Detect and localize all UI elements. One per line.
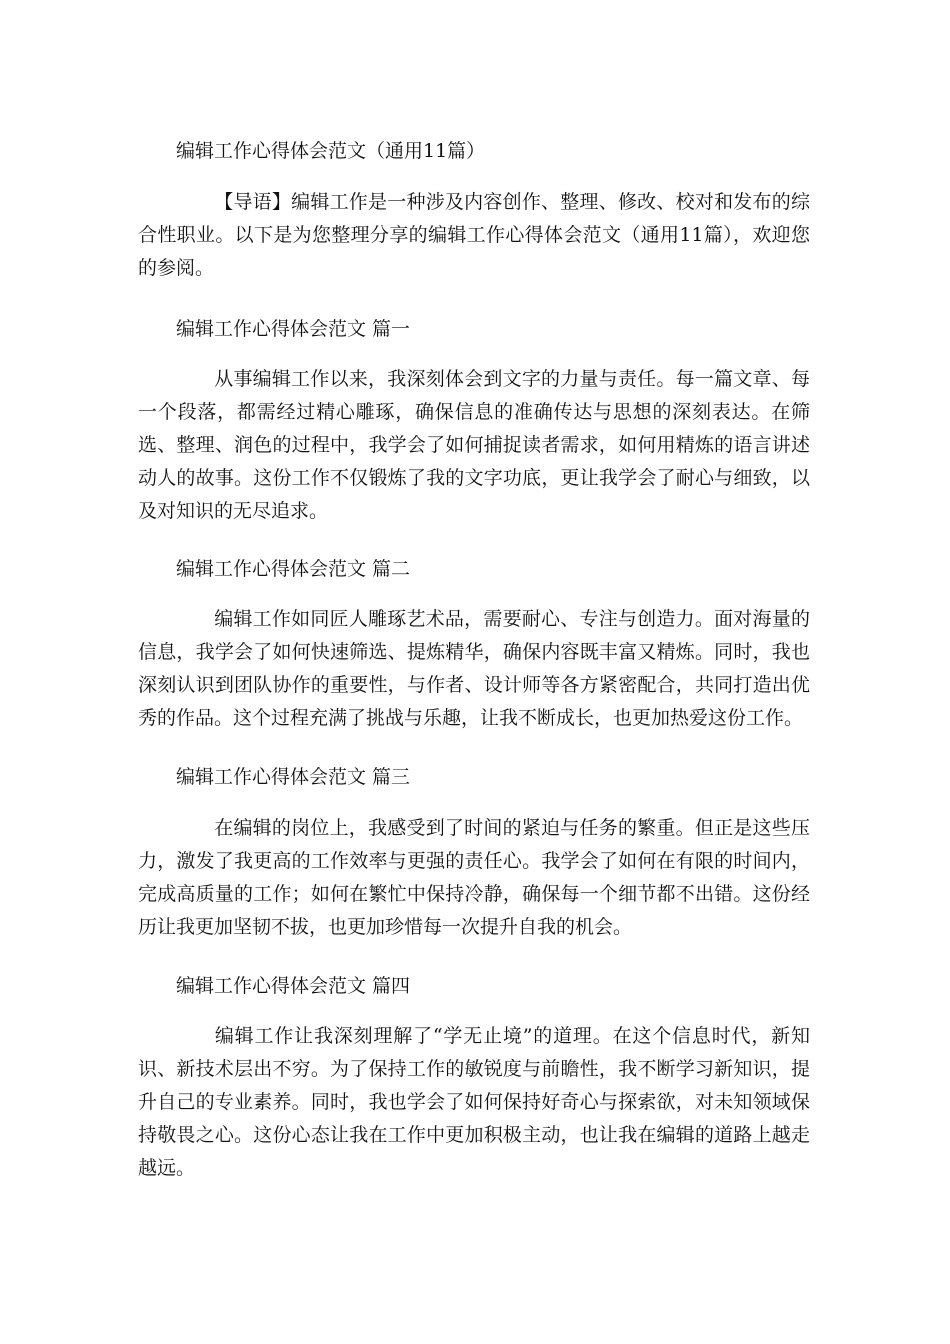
section-heading-1: 编辑工作心得体会范文 篇一: [176, 318, 411, 340]
section-body-text-3: 在编辑的岗位上，我感受到了时间的紧迫与任务的繁重。但正是这些压力，激发了我更高的工作效率与更强的责任心。我学会了如何在有限的时间内，完成高质量的工作；如何在繁忙中保持冷静，确保每一个细节都不出错。这份经历让我更加坚韧不拔，也更加珍惜每一次提升自我的机会。: [138, 817, 810, 938]
section-body-text-2: 编辑工作如同匠人雕琢艺术品，需要耐心、专注与创造力。面对海量的信息，我学会了如何快速筛选、提炼精华，确保内容既丰富又精炼。同时，我也深刻认识到团队协作的重要性，与作者、设计师等各方紧密配合，共同打造出优秀的作品。这个过程充满了挑战与乐趣，让我不断成长，也更加热爱这份工作。: [138, 608, 810, 729]
section-body-4: [138, 1020, 810, 1185]
section-body-text-1: 从事编辑工作以来，我深刻体会到文字的力量与责任。每一篇文章、每一个段落，都需经过精心雕琢，确保信息的准确传达与思想的深刻表达。在筛选、整理、润色的过程中，我学会了如何捕捉读者需求，如何用精炼的语言讲述动人的故事。这份工作不仅锻炼了我的文字功底，更让我学会了耐心与细致，以及对知识的无尽追求。: [138, 368, 810, 522]
section-body-2: [138, 603, 810, 735]
section-heading-3: 编辑工作心得体会范文 篇三: [176, 766, 411, 788]
section-heading-4: 编辑工作心得体会范文 篇四: [176, 975, 411, 997]
section-body-1: [138, 363, 810, 528]
section-body-text-4: 编辑工作让我深刻理解了“学无止境”的道理。在这个信息时代，新知识、新技术层出不穷。为了保持工作的敏锐度与前瞻性，我不断学习新知识，提升自己的专业素养。同时，我也学会了如何保持好奇心与探索欲，对未知领域保持敬畏之心。这份心态让我在工作中更加积极主动，也让我在编辑的道路上越走越远。: [138, 1025, 810, 1179]
section-body-3: [138, 812, 810, 944]
intro-paragraph: [138, 186, 810, 285]
intro-text: 【导语】编辑工作是一种涉及内容创作、整理、修改、校对和发布的综合性职业。以下是为您整理分享的编辑工作心得体会范文（通用11篇），欢迎您的参阅。: [138, 191, 810, 279]
section-heading-2: 编辑工作心得体会范文 篇二: [176, 558, 411, 580]
document-title: 编辑工作心得体会范文（通用11篇）: [176, 140, 486, 162]
